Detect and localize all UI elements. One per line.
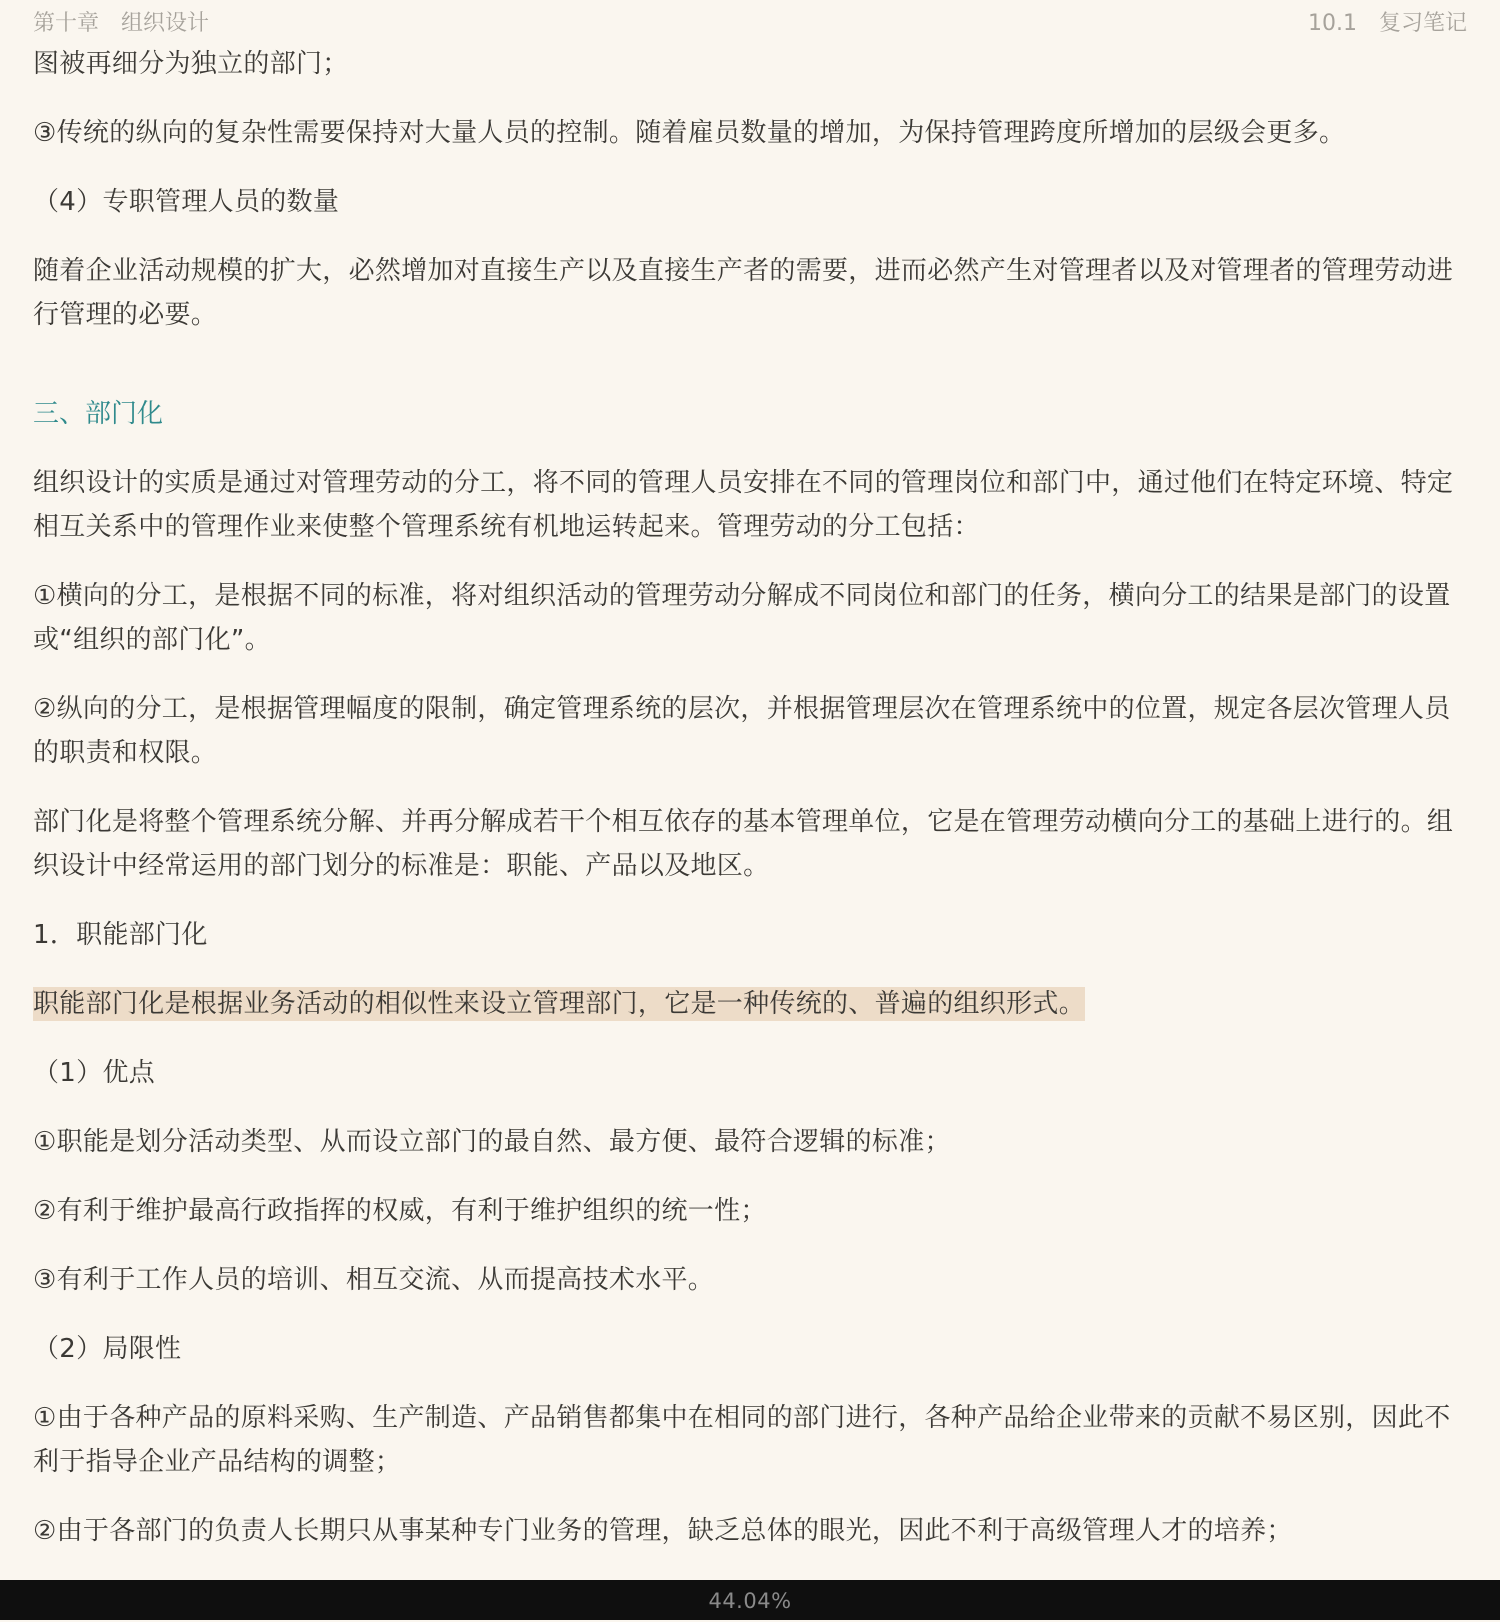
paragraph: ③传统的纵向的复杂性需要保持对大量人员的控制。随着雇员数量的增加，为保持管理跨度所增加的层级会更多。 xyxy=(33,118,1346,148)
paragraph: ③有利于工作人员的培训、相互交流、从而提高技术水平。 xyxy=(33,1265,715,1295)
chapter-title: 第十章 组织设计 xyxy=(33,11,210,36)
section-heading: 三、部门化 xyxy=(33,399,164,429)
paragraph: ②纵向的分工，是根据管理幅度的限制，确定管理系统的层次，并根据管理层次在管理系统中的位置，规定各层次管理人员的职责和权限。 xyxy=(33,694,1451,768)
reader-header xyxy=(0,0,1500,40)
subheading: （4）专职管理人员的数量 xyxy=(33,187,340,217)
paragraph: ①横向的分工，是根据不同的标准，将对组织活动的管理劳动分解成不同岗位和部门的任务，横向分工的结果是部门的设置或“组织的部门化”。 xyxy=(33,581,1451,655)
paragraph: ②有利于维护最高行政指挥的权威，有利于维护组织的统一性； xyxy=(33,1196,767,1226)
paragraph: 图被再细分为独立的部门； xyxy=(33,49,349,79)
reading-progress-text: 44.04% xyxy=(708,1589,792,1613)
paragraph: ②由于各部门的负责人长期只从事某种专门业务的管理，缺乏总体的眼光，因此不利于高级管理人才的培养； xyxy=(33,1516,1293,1546)
subheading: （1）优点 xyxy=(33,1058,156,1088)
text-highlight[interactable]: 职能部门化是根据业务活动的相似性来设立管理部门，它是一种传统的、普遍的组织形式。 xyxy=(33,989,1086,1019)
paragraph: 随着企业活动规模的扩大，必然增加对直接生产以及直接生产者的需要，进而必然产生对管理者以及对管理者的管理劳动进行管理的必要。 xyxy=(33,256,1454,330)
subheading: 1．职能部门化 xyxy=(33,920,208,950)
section-title: 10.1 复习笔记 xyxy=(1308,11,1467,36)
reading-progress-bar xyxy=(0,1580,1500,1620)
paragraph: 组织设计的实质是通过对管理劳动的分工，将不同的管理人员安排在不同的管理岗位和部门中，通过他们在特定环境、特定相互关系中的管理作业来使整个管理系统有机地运转起来。管理劳动的分工包括： xyxy=(33,468,1454,542)
reader-content[interactable] xyxy=(33,42,1465,1578)
subheading: （2）局限性 xyxy=(33,1334,182,1364)
paragraph: ①职能是划分活动类型、从而设立部门的最自然、最方便、最符合逻辑的标准； xyxy=(33,1127,951,1157)
paragraph: ①由于各种产品的原料采购、生产制造、产品销售都集中在相同的部门进行，各种产品给企业带来的贡献不易区别，因此不利于指导企业产品结构的调整； xyxy=(33,1403,1451,1477)
paragraph: 部门化是将整个管理系统分解、并再分解成若干个相互依存的基本管理单位，它是在管理劳动横向分工的基础上进行的。组织设计中经常运用的部门划分的标准是：职能、产品以及地区。 xyxy=(33,807,1454,881)
highlighted-paragraph[interactable] xyxy=(33,982,1465,1026)
